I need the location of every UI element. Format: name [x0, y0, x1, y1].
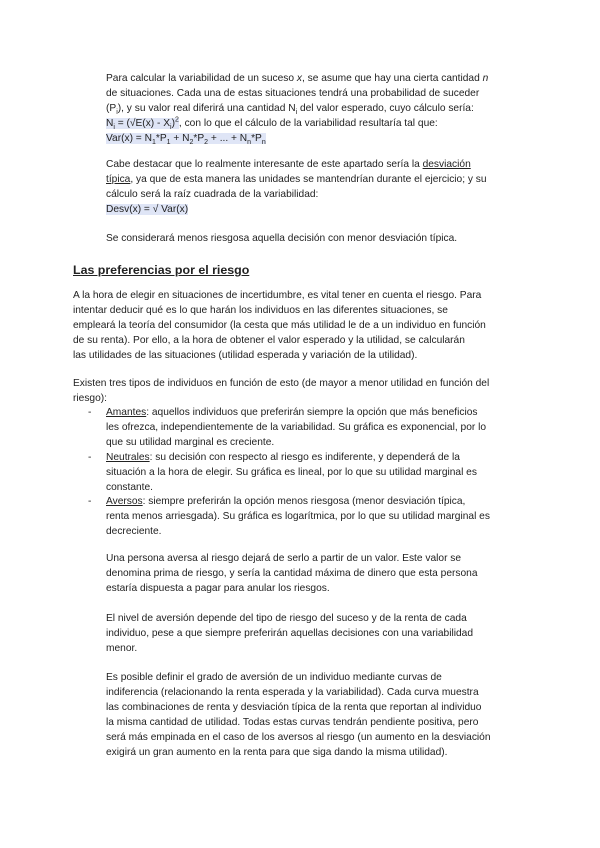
text-line: será más empinada en el caso de los aversos al riesgo (un aumento en la desviación	[106, 732, 491, 743]
text-line: El nivel de aversión depende del tipo de riesgo del suceso y de la renta de cada	[106, 613, 467, 624]
text-line: Una persona aversa al riesgo dejará de serlo a partir de un valor. Este valor se	[106, 553, 462, 564]
types-intro	[73, 376, 530, 406]
text-line: intentar deducir qué es lo que harán los individuos en las diferentes situaciones, se	[73, 305, 448, 316]
std-deviation-paragraph	[106, 157, 530, 217]
text-line: renta menos arriesgada). Su gráfica es logarítmica, por lo que su utilidad marginal es	[106, 511, 490, 522]
variability-paragraph	[106, 71, 530, 146]
text-line: la misma cantidad de utilidad. Todas estas curvas tendrán pendiente positiva, pero	[106, 717, 479, 728]
text-line: riesgo):	[73, 393, 107, 404]
text-line: $(P_i)$, y su valor real diferirá una cantidad $N_i$ del valor esperado, cuyo cálculo sería:	[106, 103, 474, 117]
bullet-dash: -	[88, 452, 92, 463]
text-line: las combinaciones de renta y desviación típica de la renta que reportan al individuo	[106, 702, 482, 713]
text-line: individuo, pese a que siempre preferirán aquellas decisiones con una variabilidad	[106, 628, 473, 639]
text-line: que su utilidad marginal es creciente.	[106, 437, 275, 448]
text-line: de su renta). Por ello, a la hora de obtener el valor esperado y la utilidad, se calcularán	[73, 335, 465, 346]
text-line: Amantes: aquellos individuos que preferirán siempre la opción que más beneficios	[106, 407, 478, 418]
text-line: estaría dispuesta a pagar para anular los riesgos.	[106, 583, 330, 594]
text-line: Neutrales: su decisión con respecto al riesgo es indiferente, y dependerá de la	[106, 452, 460, 463]
list-item	[88, 405, 530, 450]
text-line: decreciente.	[106, 526, 162, 537]
text-line: típica, ya que de esta manera las unidades se mantendrían durante el ejercicio; y su	[106, 174, 487, 185]
intro-paragraph	[73, 288, 530, 363]
text-line: Es posible definir el grado de aversión de un individuo mediante curvas de	[106, 672, 442, 683]
std-deviation-formula: Desv(x) = √ Var(x)	[106, 204, 189, 215]
indifference-curves-paragraph	[106, 670, 530, 760]
section-heading: Las preferencias por el riesgo	[73, 263, 250, 277]
text-line: Existen tres tipos de individuos en función de esto (de mayor a menor utilidad en función del	[73, 378, 490, 389]
text-line: denomina prima de riesgo, y sería la cantidad máxima de dinero que esta persona	[106, 568, 478, 579]
text-line: menor.	[106, 643, 138, 654]
risk-premium-paragraph	[106, 551, 530, 596]
text-line: las utilidades de las situaciones (utilidad esperada y variación de la utilidad).	[73, 350, 418, 361]
bullet-dash: -	[88, 407, 92, 418]
aversion-level-paragraph	[106, 611, 530, 656]
bullet-dash: -	[88, 496, 92, 507]
text-line: de situaciones. Cada una de estas situaciones tendrá una probabilidad de suceder	[106, 88, 480, 99]
text-line: cálculo será la raíz cuadrada de la variabilidad:	[106, 189, 319, 200]
text-line: Cabe destacar que lo realmente interesante de este apartado sería la desviación	[106, 159, 471, 170]
deviation-formula: $N_i = (√E(x) - X_i)^2$, con lo que el cálculo de la variabilidad resultaría tal que:	[106, 116, 438, 132]
variance-formula: $Var(x) = N_1*P_1 + N_2*P_2$ + ... + $N_n*P_n$	[106, 133, 266, 147]
text-line: Para calcular la variabilidad de un suceso x, se asume que hay una cierta cantidad n	[106, 73, 489, 84]
text-line: empleará la teoría del consumidor (la cesta que más utilidad le de a un individuo en función	[73, 320, 486, 331]
text-line: les ofrezca, independientemente de la variabilidad. Su gráfica es exponencial, por lo	[106, 422, 487, 433]
text-line: indiferencia (relacionando la renta esperada y la variabilidad). Cada curva muestra	[106, 687, 479, 698]
risk-conclusion: Se considerará menos riesgosa aquella decisión con menor desviación típica.	[106, 233, 458, 244]
text-line: A la hora de elegir en situaciones de incertidumbre, es vital tener en cuenta el riesgo. Para	[73, 290, 482, 301]
list-item	[88, 450, 530, 495]
text-line: Aversos: siempre preferirán la opción menos riesgosa (menor desviación típica,	[106, 496, 466, 507]
text-line: constante.	[106, 482, 154, 493]
list-item	[88, 494, 530, 539]
text-line: situación a la hora de elegir. Su gráfica es lineal, por lo que su utilidad marginal es	[106, 467, 477, 478]
text-line: exigirá un gran aumento en la renta para que siga dando la misma utilidad).	[106, 747, 448, 758]
